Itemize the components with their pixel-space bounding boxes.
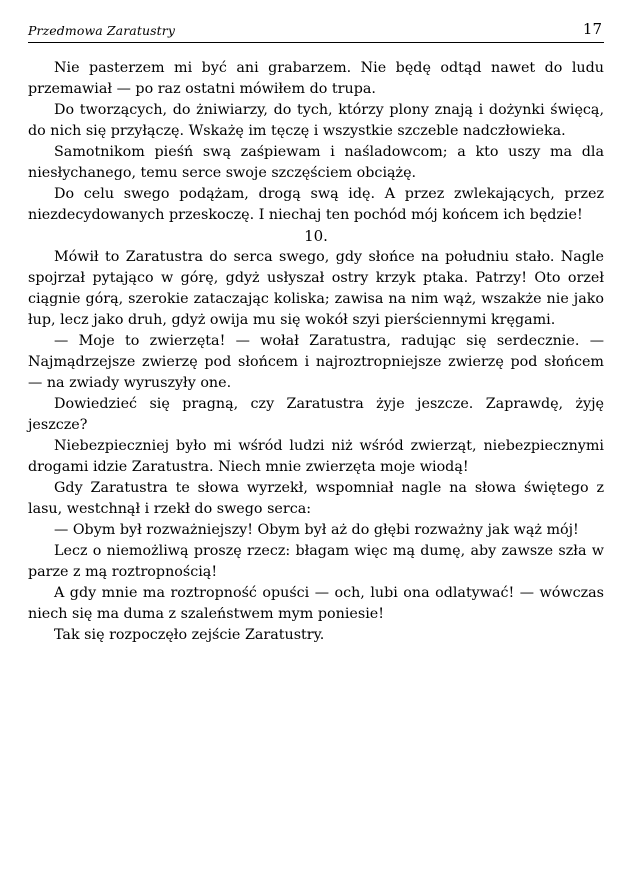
paragraph: Lecz o niemożliwą proszę rzecz: błagam więc mą dumę, aby zawsze szła w parze z mą roztropnością! [28,543,604,580]
paragraph: Do tworzących, do żniwiarzy, do tych, którzy plony znają i dożynki święcą, do nich się przyłączę. Wskażę im tęczę i wszystkie szczeble nadczłowieka. [28,102,604,139]
paragraph: A gdy mnie ma roztropność opuści — och, lubi ona odlatywać! — wówczas niech się ma duma z szaleństwem mym poniesie! [28,585,604,622]
page-number: 17 [582,20,602,38]
main-text [28,58,604,646]
paragraph: — Obym był rozważniejszy! Obym był aż do głębi rozważny jak wąż mój! [54,522,579,538]
paragraph: Do celu swego podążam, drogą swą idę. A przez zwlekających, przez niezdecydowanych przeskoczę. I niechaj ten pochód mój końcem ich będzie! [28,186,604,223]
paragraph: — Moje to zwierzęta! — wołał Zaratustra, radując się serdecznie. — Najmądrzejsze zwierzę pod słońcem i najroztropniejsze zwierzę pod słońcem — na zwiady wyruszyły one. [28,333,604,391]
paragraph: Tak się rozpoczęło zejście Zaratustry. [54,627,325,643]
running-header [28,20,604,43]
running-title: Przedmowa Zaratustry [28,23,175,38]
paragraph: Nie pasterzem mi być ani grabarzem. Nie będę odtąd nawet do ludu przemawiał — po raz ostatni mówiłem do trupa. [28,60,604,97]
paragraph: Samotnikom pieśń swą zaśpiewam i naśladowcom; a kto uszy ma dla niesłychanego, temu serce swoje szczęściem obciążę. [28,144,604,181]
paragraph: Gdy Zaratustra te słowa wyrzekł, wspomniał nagle na słowa świętego z lasu, westchnął i rzekł do swego serca: [28,480,604,517]
paragraph: Niebezpieczniej było mi wśród ludzi niż wśród zwierząt, niebezpiecznymi drogami idzie Zaratustra. Niech mnie zwierzęta moje wiodą! [28,438,604,475]
paragraph: Dowiedzieć się pragną, czy Zaratustra żyje jeszcze. Zaprawdę, żyję jeszcze? [28,396,604,433]
section-number: 10. [304,227,328,245]
paragraph: Mówił to Zaratustra do serca swego, gdy słońce na południu stało. Nagle spojrzał pytająco w górę, gdyż usłyszał ostry krzyk ptaka. Patrzy! Oto orzeł ciągnie górą, szerokie zataczając koliska; zawisa na nim wąż, wszakże nie jako łup, lecz jako druh, gdyż owija mu się wokół szyi pierściennymi kręgami. [28,249,604,328]
